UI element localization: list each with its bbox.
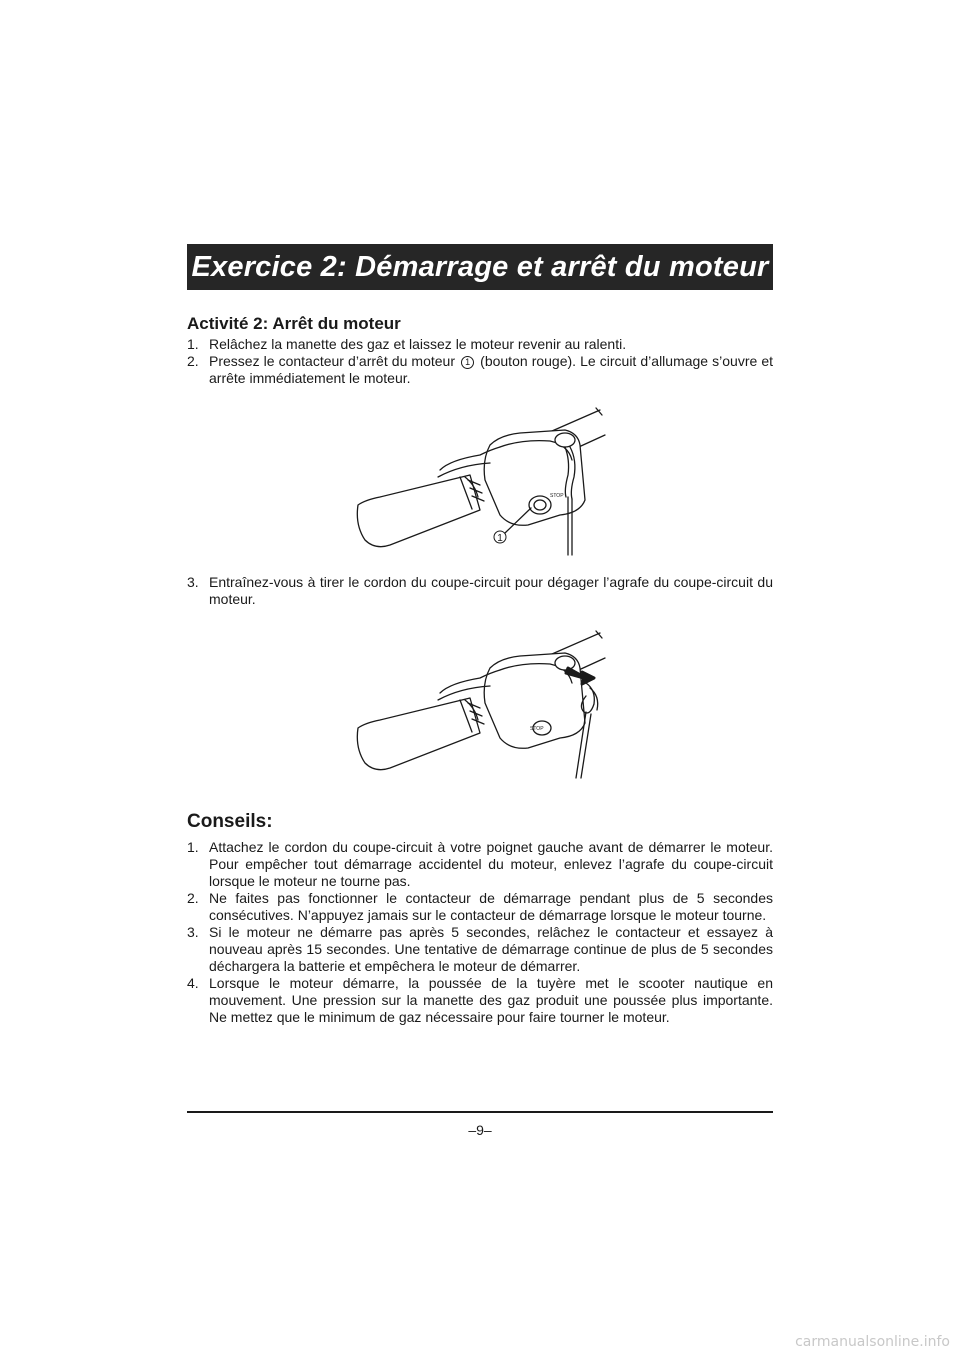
activity-steps-continued [187, 574, 773, 608]
tip-number: 1. [187, 839, 199, 855]
activity-heading: Activité 2: Arrêt du moteur [187, 314, 401, 333]
tip-text: Ne faites pas fonctionner le contacteur de démarrage pendant plus de 5 secondes consécutives. N’appuyez jamais sur le contacteur de démarrage lorsque le moteur tourne. [209, 890, 773, 923]
list-item [187, 975, 773, 1026]
step-number: 1. [187, 336, 199, 352]
step-text-after: (bouton rouge). Le circuit d’allumage s’ouvre et arrête immédiatement le moteur. [209, 353, 774, 386]
tip-number: 4. [187, 975, 199, 991]
list-item [187, 353, 773, 387]
tips-list [187, 839, 773, 1026]
handlebar-stop-switch-illustration [350, 405, 610, 560]
step-text: Relâchez la manette des gaz et laissez le moteur revenir au ralenti. [209, 336, 627, 352]
tip-number: 3. [187, 924, 199, 940]
tip-text: Lorsque le moteur démarre, la poussée de la tuyère met le scooter nautique en mouvement. Une pression sur la manette des gaz produit une poussée plus importante. Ne mettez que le minimum de gaz nécessaire pour faire tourner le moteur. [209, 975, 773, 1025]
list-item [187, 924, 773, 975]
activity-steps [187, 336, 773, 387]
list-item [187, 890, 773, 924]
step-text: Entraînez-vous à tirer le cordon du coupe-circuit pour dégager l’agrafe du coupe-circuit du moteur. [209, 574, 773, 607]
callout-marker: 1 [461, 356, 474, 369]
watermark: carmanualsonline.info [795, 1334, 950, 1350]
list-item [187, 574, 773, 608]
step-number: 3. [187, 574, 199, 590]
tips-heading: Conseils: [187, 811, 273, 832]
list-item [187, 839, 773, 890]
tip-text: Attachez le cordon du coupe-circuit à votre poignet gauche avant de démarrer le moteur. Pour empêcher tout démarrage accidentel du moteur, enlevez l’agrafe du coupe-circuit lorsque le moteur ne tourne pas. [209, 839, 773, 889]
step-number: 2. [187, 353, 199, 369]
step-3-section [187, 574, 773, 608]
tip-number: 2. [187, 890, 199, 906]
activity-section [187, 314, 773, 387]
footer-divider [187, 1111, 773, 1113]
figure-callout-1: 1 [497, 533, 503, 544]
step-text [209, 353, 773, 387]
stop-label: STOP [550, 493, 564, 499]
tips-section [187, 811, 773, 1026]
stop-label: STOP [530, 726, 544, 732]
page-title: Exercice 2: Démarrage et arrêt du moteur [191, 250, 769, 283]
lanyard-pull-illustration [350, 628, 610, 783]
list-item [187, 336, 773, 353]
page-number: –9– [468, 1122, 492, 1138]
tip-text: Si le moteur ne démarre pas après 5 secondes, relâchez le contacteur et essayez à nouveau après 15 secondes. Une tentative de démarrage continue de plus de 5 secondes déchargera la batterie et empêchera le moteur de démarrer. [209, 924, 773, 974]
step-text-before: Pressez le contacteur d’arrêt du moteur [209, 353, 455, 369]
page-title-banner [187, 244, 773, 290]
